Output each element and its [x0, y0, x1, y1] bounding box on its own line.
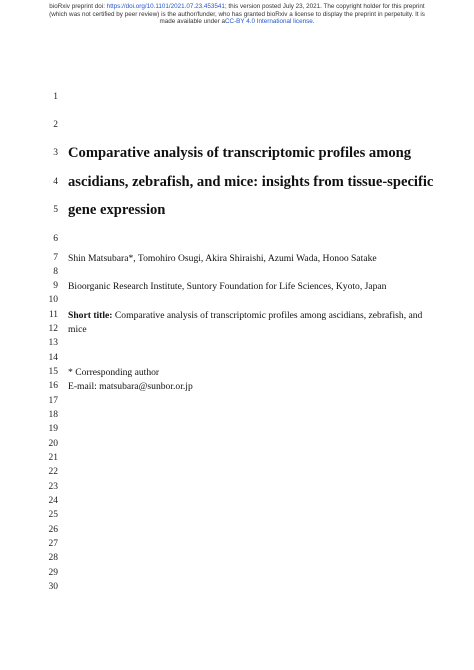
- line-number: 23: [48, 482, 58, 492]
- short-title-continued: mice: [68, 324, 87, 335]
- short-title: [68, 310, 423, 321]
- doi-link[interactable]: https://doi.org/10.1101/2021.07.23.453541: [106, 3, 225, 10]
- line-number: 1: [53, 92, 58, 102]
- line-number: 7: [53, 253, 58, 263]
- line-number: 21: [48, 453, 58, 463]
- paper-title-line-2: ascidians, zebrafish, and mice: insights from tissue-specific: [68, 174, 434, 190]
- affiliation: Bioorganic Research Institute, Suntory Foundation for Life Sciences, Kyoto, Japan: [68, 281, 387, 292]
- line-number: 12: [48, 324, 58, 334]
- paper-title-line-3: gene expression: [68, 202, 166, 218]
- line-number: 26: [48, 525, 58, 535]
- header-text: bioRxiv preprint doi:: [49, 3, 107, 10]
- header-text: .: [312, 18, 315, 26]
- line-number: 13: [48, 338, 58, 348]
- short-title-label: Short title:: [68, 310, 113, 321]
- line-number: 10: [48, 295, 58, 305]
- short-title-text: Comparative analysis of transcriptomic profiles among ascidians, zebrafish, and: [114, 310, 423, 321]
- line-number: 5: [53, 205, 58, 215]
- line-number: 9: [53, 281, 58, 291]
- line-number: 25: [48, 510, 58, 520]
- license-link[interactable]: CC-BY 4.0 International license: [224, 18, 313, 26]
- line-number: 28: [48, 553, 58, 563]
- line-number: 30: [48, 582, 58, 592]
- line-number: 15: [48, 367, 58, 377]
- line-number: 19: [48, 424, 58, 434]
- line-number: 16: [48, 381, 58, 391]
- line-number: 6: [53, 234, 58, 244]
- line-number: 22: [48, 467, 58, 477]
- line-number: 27: [48, 539, 58, 549]
- line-number: 11: [48, 310, 58, 320]
- preprint-header: [0, 3, 474, 26]
- line-number: 4: [53, 177, 58, 187]
- line-number: 3: [53, 148, 58, 158]
- header-line-2: (which was not certified by peer review) is the author/funder, who has granted bioRxiv a license to display the preprint in perpetuity. It is: [49, 10, 425, 18]
- line-number: 2: [53, 120, 58, 130]
- author-list: Shin Matsubara*, Tomohiro Osugi, Akira Shiraishi, Azumi Wada, Honoo Satake: [68, 253, 377, 264]
- header-text: made available under a: [159, 18, 225, 26]
- header-line-3: [0, 18, 474, 26]
- header-line-1: [0, 3, 474, 11]
- line-number: 29: [48, 568, 58, 578]
- line-number: 14: [48, 353, 58, 363]
- line-number: 8: [53, 267, 58, 277]
- line-number: 17: [48, 396, 58, 406]
- line-number: 20: [48, 439, 58, 449]
- line-number: 24: [48, 496, 58, 506]
- header-text: ; this version posted July 23, 2021. The copyright holder for this preprint: [224, 3, 425, 10]
- line-number: 18: [48, 410, 58, 420]
- paper-title-line-1: Comparative analysis of transcriptomic profiles among: [68, 145, 412, 161]
- corresponding-author-note: * Corresponding author: [68, 367, 160, 378]
- contact-email[interactable]: E-mail: matsubara@sunbor.or.jp: [68, 381, 193, 392]
